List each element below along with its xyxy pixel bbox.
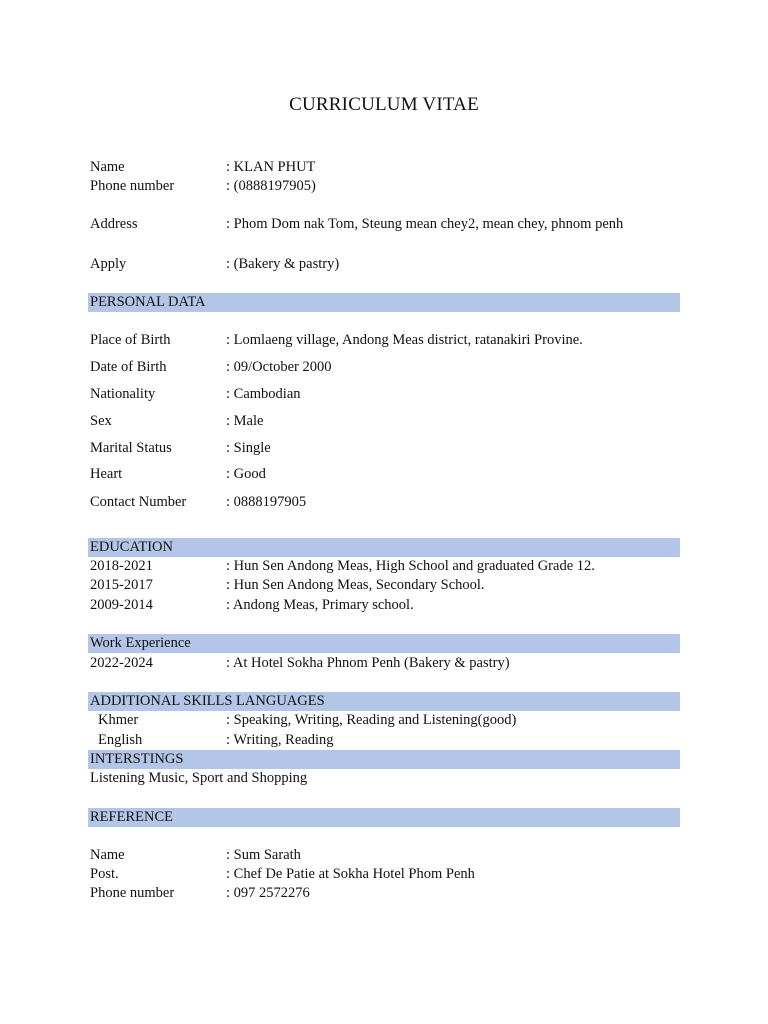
address-label: Address [90,216,138,232]
place-of-birth-value: : Lomlaeng village, Andong Meas district, ratanakiri Provine. [226,332,583,348]
heart-label: Heart [90,466,123,482]
sex-label: Sex [90,413,112,429]
reference-heading: REFERENCE [88,808,680,827]
interests-heading: INTERSTINGS [88,750,680,769]
apply-label: Apply [90,256,127,272]
date-of-birth-value: : 09/October 2000 [226,359,332,375]
marital-status-label: Marital Status [90,440,172,456]
marital-status-value: : Single [226,440,271,456]
nationality-label: Nationality [90,386,156,402]
name-label: Name [90,159,125,175]
language-level: : Writing, Reading [226,732,334,748]
cv-title: CURRICULUM VITAE [289,94,479,115]
language-name: Khmer [98,712,139,728]
education-school: : Hun Sen Andong Meas, Secondary School. [226,577,485,593]
date-of-birth-label: Date of Birth [90,359,167,375]
work-experience-heading: Work Experience [88,634,680,653]
education-year: 2015-2017 [90,577,153,593]
language-name: English [98,732,143,748]
nationality-value: : Cambodian [226,386,301,402]
contact-number-value: : 0888197905 [226,494,307,510]
address-value: : Phom Dom nak Tom, Steung mean chey2, mean chey, phnom penh [226,216,624,232]
education-year: 2018-2021 [90,558,153,574]
reference-post-label: Post. [90,866,119,882]
place-of-birth-label: Place of Birth [90,332,171,348]
contact-number-label: Contact Number [90,494,187,510]
apply-value: : (Bakery & pastry) [226,256,340,272]
phone-label: Phone number [90,178,175,194]
reference-phone-value: : 097 2572276 [226,885,310,901]
sex-value: : Male [226,413,264,429]
interests-text: Listening Music, Sport and Shopping [90,770,308,786]
name-value: : KLAN PHUT [226,159,316,175]
education-heading: EDUCATION [88,538,680,557]
reference-name-value: : Sum Sarath [226,847,301,863]
reference-post-value: : Chef De Patie at Sokha Hotel Phom Penh [226,866,475,882]
reference-phone-label: Phone number [90,885,175,901]
phone-value: : (0888197905) [226,178,316,194]
education-year: 2009-2014 [90,597,153,613]
heart-value: : Good [226,466,266,482]
education-school: : Andong Meas, Primary school. [226,597,414,613]
work-description: : At Hotel Sokha Phnom Penh (Bakery & pastry) [226,655,510,671]
education-school: : Hun Sen Andong Meas, High School and graduated Grade 12. [226,558,595,574]
work-years: 2022-2024 [90,655,153,671]
reference-name-label: Name [90,847,125,863]
personal-data-heading: PERSONAL DATA [88,293,680,312]
language-level: : Speaking, Writing, Reading and Listening(good) [226,712,517,728]
skills-heading: ADDITIONAL SKILLS LANGUAGES [88,692,680,711]
